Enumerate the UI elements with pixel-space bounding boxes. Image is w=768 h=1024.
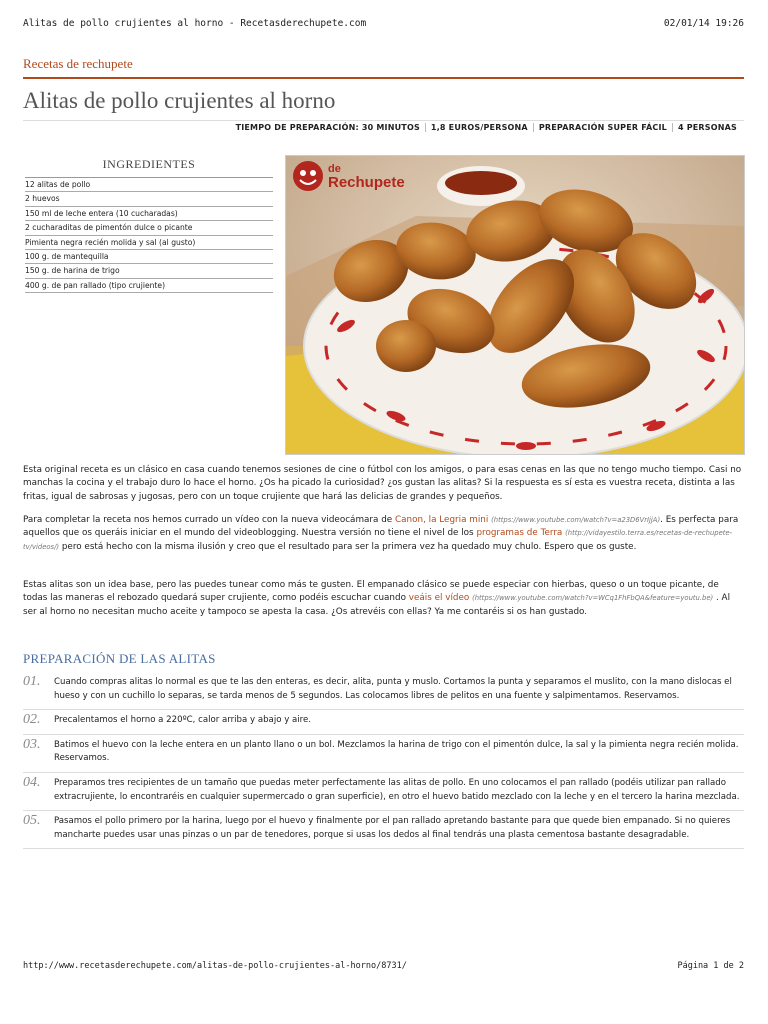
step-number: 05. bbox=[23, 813, 41, 829]
step-text: Pasamos el pollo primero por la harina, luego por el huevo y finalmente por el pan rallado apretando bastante para que quede bien empanado. Si no quieres mancharte puedes usar unas pinzas o un par de tenedores, porque si usas los dedos al final tendrás una plasta cementosa bastante desagradable. bbox=[54, 816, 731, 840]
recipe-photo bbox=[285, 155, 745, 455]
print-header-date: 02/01/14 19:26 bbox=[663, 18, 744, 29]
footer-page-number: Página 1 de 2 bbox=[677, 961, 744, 971]
step-text: Batimos el huevo con la leche entera en un planto llano o un bol. Mezclamos la harina de trigo con el pimentón dulce, la sal y la pimienta negra recién molida. Reservamos. bbox=[54, 739, 739, 764]
terra-url: (http://vidayestilo.terra.es/recetas-de-rechupete-tv/videos/) bbox=[23, 529, 733, 551]
page-title: Alitas de pollo crujientes al horno bbox=[23, 88, 336, 113]
title-divider bbox=[23, 120, 744, 121]
header-divider bbox=[23, 77, 744, 79]
meta-cost: 1,8 EUROS/PERSONA bbox=[425, 123, 533, 132]
step-text: Cuando compras alitas lo normal es que te las den enteras, es decir, alita, punta y muslo. Cortamos la punta y separamos el muslito, con la mano dislocas el hueso y con un cuchillo lo separas, se tarda menos de 5 segundos. Las colocamos libres de pelitos en una fuente y salpimentamos. Reservamos. bbox=[54, 677, 732, 701]
meta-difficulty: PREPARACIÓN SUPER FÁCIL bbox=[533, 123, 672, 132]
step-item bbox=[23, 811, 744, 849]
intro-paragraph-1: Esta original receta es un clásico en casa cuando tenemos sesiones de cine o fútbol con los amigos, o para esas cenas en las que no tengo mucho tiempo. Casi no manchas la cocina y el trabajo duro lo hace el horno. ¿Os ha picado la curiosidad? ¿os gustan las alitas? Si la respuesta es sí esta es vuestra receta, distinta a las fritas, igual de sabrosas y jugosas, pero con un toque crujiente que hará las delicias de grandes y pequeños. bbox=[23, 465, 742, 502]
step-number: 03. bbox=[23, 736, 41, 752]
site-name[interactable]: Recetas de rechupete bbox=[23, 56, 133, 71]
canon-url: (https://www.youtube.com/watch?v=a23D6VrIjjA) bbox=[491, 516, 661, 524]
meta-prep-time: TIEMPO DE PREPARACIÓN: 30 MINUTOS bbox=[235, 123, 420, 132]
ingredients-list bbox=[25, 177, 273, 293]
step-item bbox=[23, 710, 744, 735]
ingredients-heading: INGREDIENTES bbox=[102, 157, 196, 171]
ingredient-item: 2 cucharaditas de pimentón dulce o picante bbox=[25, 221, 273, 235]
logo-line2: Rechupete bbox=[328, 174, 405, 191]
step-item bbox=[23, 672, 744, 710]
logo-line1: de bbox=[328, 163, 341, 175]
terra-link[interactable]: programas de Terra bbox=[476, 528, 563, 539]
step-text: Precalentamos el horno a 220ºC, calor arriba y abajo y aire. bbox=[54, 715, 312, 726]
video-link[interactable]: veáis el vídeo bbox=[408, 593, 470, 604]
step-number: 01. bbox=[23, 674, 41, 689]
ingredient-item: 2 huevos bbox=[25, 192, 273, 206]
footer-url[interactable]: http://www.recetasderechupete.com/alitas-de-pollo-crujientes-al-horno/8731/ bbox=[23, 961, 407, 971]
video-url: (https://www.youtube.com/watch?v=WCq1FhFbQA&feature=youtu.be) bbox=[472, 594, 714, 603]
step-number: 02. bbox=[23, 712, 41, 728]
step-number: 04. bbox=[23, 774, 41, 790]
ingredient-item: 400 g. de pan rallado (tipo crujiente) bbox=[25, 279, 273, 293]
ingredient-item: 12 alitas de pollo bbox=[25, 178, 273, 192]
ingredient-item: Pimienta negra recién molida y sal (al gusto) bbox=[25, 236, 273, 250]
preparation-heading: PREPARACIÓN DE LAS ALITAS bbox=[23, 651, 216, 666]
step-text: Preparamos tres recipientes de un tamaño que puedas meter perfectamente las alitas de pollo. En uno colocamos el pan rallado (podéis utilizar pan rallado extracrujiente, lo encontraréis en cualquier supermercado o gran superficie), en otro el huevo batido mezclado con la leche y en el tercero la harina mezclada. bbox=[54, 777, 740, 802]
meta-servings: 4 PERSONAS bbox=[672, 123, 742, 132]
intro-paragraph-2: Para completar la receta nos hemos currado un vídeo con la nueva videocámara de Canon, la Legria mini (https://www.youtube.com/watch?v=a23D6VrIjjA). Es perfecta para aquellos que os queráis iniciar en el mundo del videoblogging. Nuestra versión no tiene el nivel de los programas de Terra (http://vidayestilo.terra.es/recetas-de-rechupete-tv/videos/) pero está hecho con la misma ilusión y creo que el resultado para ser la primera vez ha quedado muy chulo. Espero que os guste. bbox=[23, 515, 739, 552]
step-item bbox=[23, 735, 744, 773]
ingredient-item: 150 ml de leche entera (10 cucharadas) bbox=[25, 207, 273, 221]
ingredient-item: 150 g. de harina de trigo bbox=[25, 264, 273, 278]
print-header-title: Alitas de pollo crujientes al horno - Recetasderechupete.com bbox=[23, 18, 367, 29]
ingredient-item: 100 g. de mantequilla bbox=[25, 250, 273, 264]
preparation-steps bbox=[23, 672, 744, 849]
step-item bbox=[23, 773, 744, 811]
recipe-meta bbox=[231, 123, 742, 132]
intro-paragraph-3: Estas alitas son un idea base, pero las puedes tunear como más te gusten. El empanado clásico se puede especiar con hierbas, queso o un toque picante, de todas las maneras el rebozado quedará super crujiente, como podéis escuchar cuando veáis el vídeo (https://www.youtube.com/watch?v=WCq1FhFbQA&feature=youtu.be) . Al ser al horno no necesitan mucho aceite y tampoco se apesta la casa. ¿Os atrevéis con ellas? Ya me contaréis si os han gustado. bbox=[23, 580, 731, 617]
chicken-wings-plate-illustration bbox=[286, 156, 744, 454]
canon-link[interactable]: Canon, la Legria mini bbox=[395, 515, 489, 525]
